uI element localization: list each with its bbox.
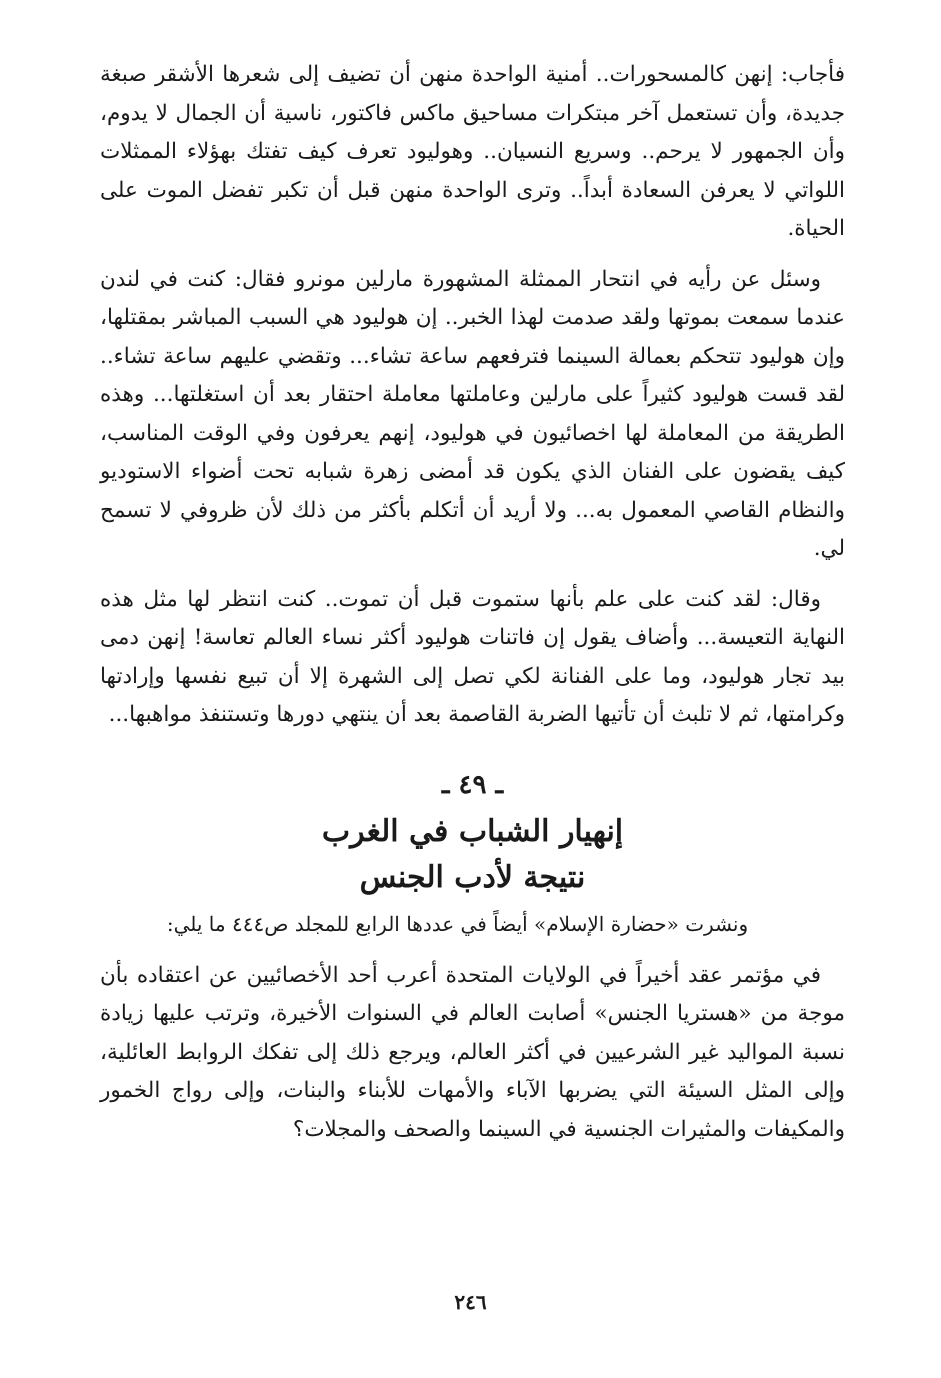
section-body-paragraph: في مؤتمر عقد أخيراً في الولايات المتحدة أعرب أحد الأخصائيين عن اعتقاده بأن موجة من «هستريا الجنس» أصابت العالم في السنوات الأخيرة، وترتب عليها زيادة نسبة المواليد غير الشرعيين في أكثر العالم، ويرجع ذلك إلى تفكك الروابط العائلية، وإلى المثل السيئة التي يضربها الآباء والأمهات للأبناء والبنات، وإلى رواج الخمور والمكيفات والمثيرات الجنسية في السينما والصحف والمجلات؟: [100, 962, 845, 1142]
section-number: ـ ٤٩ ـ: [441, 769, 504, 800]
paragraph-2: وسئل عن رأيه في انتحار الممثلة المشهورة مارلين مونرو فقال: كنت في لندن عندما سمعت بموتها ولقد صدمت لهذا الخبر.. إن هوليود هي السبب المباشر بمقتلها، وإن هوليود تتحكم بعمالة السينما فترفعهم ساعة تشاء... وتقضي عليهم ساعة تشاء.. لقد قست هوليود كثيراً على مارلين وعاملتها معاملة احتقار بعد أن استغلتها... وهذه الطريقة من المعاملة لها اخصائيون في هوليود، إنهم يعرفون وفي الوقت المناسب، كيف يقضون على الفنان الذي يكون قد أمضى زهرة شبابه تحت أضواء الاستوديو والنظام القاصي المعمول به... ولا أريد أن أتكلم بأكثر من ذلك لأن ظروفي لا تسمح لي.: [100, 266, 845, 561]
paragraph-1: فأجاب: إنهن كالمسحورات.. أمنية الواحدة منهن أن تضيف إلى شعرها الأشقر صبغة جديدة، وأن تستعمل آخر مبتكرات مساحيق ماكس فاكتور، ناسية أن الجمال لا يدوم، وأن الجمهور لا يرحم.. وسريع النسيان.. وهوليود تعرف كيف تفتك بهؤلاء الممثلات اللواتي لا يعرفن السعادة أبداً.. وترى الواحدة منهن قبل أن تكبر تفضل الموت على الحياة.: [100, 62, 845, 241]
section-intro: ونشرت «حضارة الإسلام» أيضاً في عددها الرابع للمجلد ص٤٤٤ ما يلي:: [166, 911, 749, 936]
section-title-line-2: نتيجة لأدب الجنس: [359, 859, 586, 895]
paragraph-3: وقال: لقد كنت على علم بأنها ستموت قبل أن تموت.. كنت انتظر لها مثل هذه النهاية التعيسة... وأضاف يقول إن فاتنات هوليود أكثر نساء العالم تعاسة! إنهن دمى بيد تجار هوليود، وما على الفنانة لكي تصل إلى الشهرة إلا أن تبيع نفسها وإرادتها وكرامتها، ثم لا تلبث أن تأتيها الضربة القاصمة بعد أن ينتهي دورها وتستنفذ مواهبها...: [100, 586, 845, 727]
page-content: [100, 56, 845, 1149]
page-number: ٢٤٦: [454, 1290, 487, 1314]
section-title-line-1: إنهيار الشباب في الغرب: [321, 813, 624, 849]
